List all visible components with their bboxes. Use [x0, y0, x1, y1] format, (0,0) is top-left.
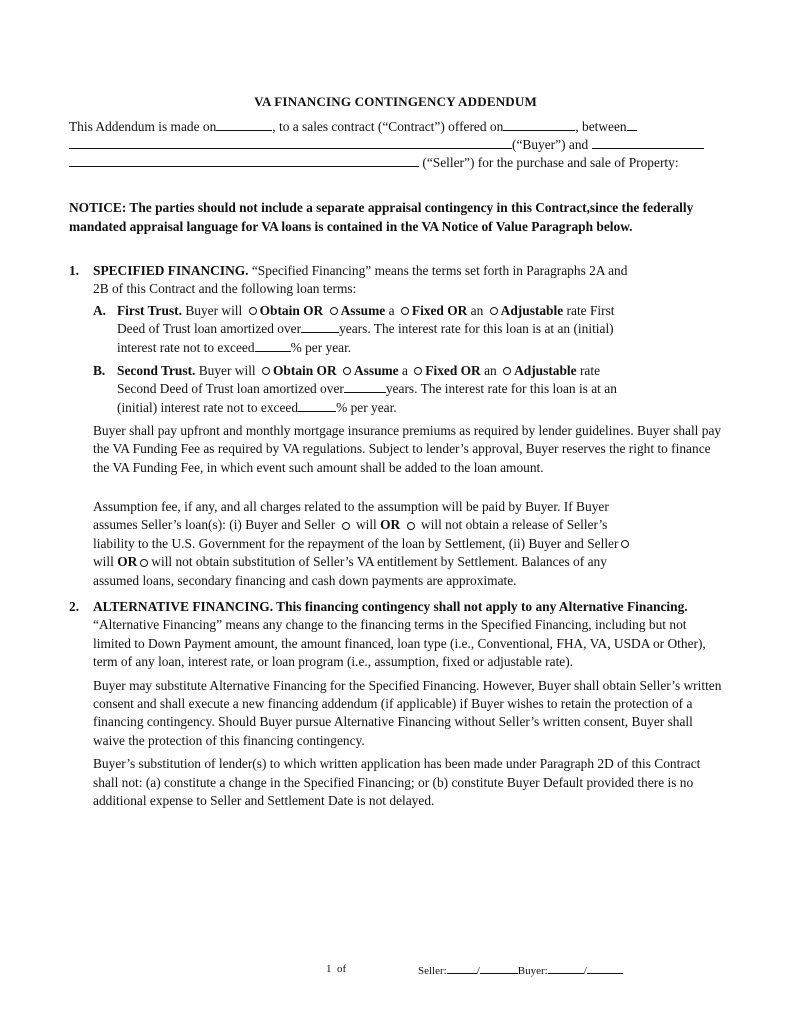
- buyer-initials-field-1[interactable]: [548, 963, 584, 974]
- adjustable-radio-a[interactable]: [490, 307, 498, 315]
- section-number: 2.: [69, 599, 80, 614]
- intro-line-2: (“Buyer”) and: [69, 136, 704, 154]
- interest-rate-field-b[interactable]: [298, 399, 336, 412]
- seller-name-field-1[interactable]: [592, 136, 704, 149]
- fixed-radio-b[interactable]: [414, 367, 422, 375]
- amortization-years-field-a[interactable]: [301, 320, 339, 333]
- intro-line-3: (“Seller”) for the purchase and sale of Property:: [69, 154, 679, 172]
- seller-name-field-2[interactable]: [69, 154, 419, 167]
- seller-initials-field-1[interactable]: [447, 963, 477, 974]
- adjustable-radio-b[interactable]: [503, 367, 511, 375]
- buyer-initials-field-2[interactable]: [587, 963, 623, 974]
- page-number: 1 of: [326, 963, 347, 975]
- seller-initials-field-2[interactable]: [480, 963, 518, 974]
- between-field[interactable]: [627, 118, 637, 131]
- substitution-will-not-radio[interactable]: [140, 559, 148, 567]
- release-will-radio[interactable]: [342, 522, 350, 530]
- amortization-years-field-b[interactable]: [344, 380, 386, 393]
- assume-radio-b[interactable]: [343, 367, 351, 375]
- offer-date-field[interactable]: [503, 118, 575, 131]
- section-heading: ALTERNATIVE FINANCING. This financing contingency shall not apply to any Alternative Financing.: [93, 599, 688, 614]
- section-number: 1.: [69, 263, 80, 278]
- interest-rate-field-a[interactable]: [255, 339, 291, 352]
- obtain-radio-a[interactable]: [249, 307, 257, 315]
- fixed-radio-a[interactable]: [401, 307, 409, 315]
- subsection-label: B.: [93, 363, 106, 378]
- mortgage-insurance-paragraph: Buyer shall pay upfront and monthly mortgage insurance premiums as required by lender guidelines. Buyer shall pay the VA Funding Fee as required by VA regulations. Subject to lender’s approval, Buyer reserves the right to finance the VA Funding Fee, in which event such amount shall be added to the loan amount.: [93, 423, 722, 475]
- substitution-paragraph: Buyer may substitute Alternative Financing for the Specified Financing. However, Buyer shall obtain Seller’s written consent and shall execute a new financing addendum (if applicable) if Buyer wishes to retain the protection of a financing contingency. Should Buyer pursue Alternative Financing without Seller’s written consent, Buyer shall waive the protection of this financing contingency.: [93, 677, 722, 748]
- assume-radio-a[interactable]: [330, 307, 338, 315]
- lender-substitution-paragraph: Buyer’s substitution of lender(s) to which written application has been made under Paragraph 2D of this Contract shall not: (a) constitute a change in the Specified Financing; or (b) constitute Buyer Default provided there is no additional expense to Seller and Settlement Date is not delayed.: [93, 756, 701, 809]
- addendum-date-field[interactable]: [216, 118, 272, 131]
- notice-paragraph: NOTICE: The parties should not include a separate appraisal contingency in this Contract,since the federally mandated appraisal language for VA loans is contained in the VA Notice of Value Paragraph below.: [69, 200, 694, 234]
- section-heading: SPECIFIED FINANCING.: [93, 263, 249, 278]
- obtain-radio-b[interactable]: [262, 367, 270, 375]
- substitution-will-radio[interactable]: [621, 540, 629, 548]
- subsection-heading: First Trust.: [117, 303, 182, 318]
- subsection-label: A.: [93, 303, 107, 318]
- intro-line-1: This Addendum is made on , to a sales contract (“Contract”) offered on , between: [69, 118, 637, 136]
- initials-line: Seller: / Buyer: /: [418, 963, 623, 977]
- document-page: VA FINANCING CONTINGENCY ADDENDUM This Addendum is made on , to a sales contract (“Contract”) offered on , between (“Buyer”) and (“Seller”) for the purchase and sale of Property: NOTICE: The parties should not include a separate appraisal contingency in this Contract,since the federally mandated appraisal language for VA loans is contained in the VA Notice of Value Paragraph below. 1. SPECIFIED FINANCING. “Specified Financing” means the terms set forth in Paragraphs 2A and 2B of this Contract and the following loan terms: A. First Trust. Buyer will Obtain OR Assume a Fixed OR an Adjustable rate First Deed of Trust loan amortized over years. The interest rate for this loan is at an (initial) interest rate not to exceed % per year. B. Second Trust. Buyer will Obtain OR Assume a Fixed OR an Adjustable rate Second Deed of Trust loan amortized over years. The interest rate for this loan is at an (initial) interest rate not to exceed % per year. Buyer shall pay upfront and monthly mortgage insurance premiums as required by lender guidelines. Buyer shall pay the VA Funding Fee as required by VA regulations. Subject to lender’s approval, Buyer reserves the right to finance the VA Funding Fee, in which event such amount shall be added to the loan amount. Assumption fee, if any, and all charges related to the assumption will be paid by Buyer. If Buyer assumes Seller’s loan(s): (i) Buyer and Seller will OR will not obtain a release of Seller’s liability to the U.S. Government for the repayment of the loan by Settlement, (ii) Buyer and Seller will OR will not obtain substitution of Seller’s VA entitlement by Settlement. Balances of any assumed loans, secondary financing and cash down payments are approximate. 2. ALTERNATIVE FINANCING. This financing contingency shall not apply to any Alternative Financing. “Alternative Financing” means any change to the financing terms in the Specified Financing, including but not limited to Down Payment amount, the amount financed, loan type (i.e., Conventional, FHA, VA, USDA or Other), term of any loan, interest rate, or loan program (i.e., assumption, fixed or adjustable rate). Buyer may substitute Alternative Financing for the Specified Financing. However, Buyer shall obtain Seller’s written consent and shall execute a new financing addendum (if applicable) if Buyer wishes to retain the protection of a financing contingency. Should Buyer pursue Alternative Financing without Seller’s written consent, Buyer shall waive the protection of this financing contingency. Buyer’s substitution of lender(s) to which written application has been made under Paragraph 2D of this Contract shall not: (a) constitute a change in the Specified Financing; or (b) constitute Buyer Default provided there is no additional expense to Seller and Settlement Date is not delayed. 1 of Seller: / Buyer: /: [0, 0, 791, 1024]
- subsection-heading: Second Trust.: [117, 363, 196, 378]
- release-will-not-radio[interactable]: [407, 522, 415, 530]
- buyer-name-field[interactable]: [69, 136, 512, 149]
- document-title: VA FINANCING CONTINGENCY ADDENDUM: [254, 94, 537, 109]
- assumption-paragraph: Assumption fee, if any, and all charges related to the assumption will be paid by Buyer. If Buyer assumes Seller’s loan(s): (i) Buyer and Seller will OR will not obtain a release of Seller’s liability to the U.S. Government for the repayment of the loan by Settlement, (ii) Buyer and Seller will OR will not obtain substitution of Seller’s VA entitlement by Settlement. Balances of any assumed loans, secondary financing and cash down payments are approximate.: [93, 498, 733, 590]
